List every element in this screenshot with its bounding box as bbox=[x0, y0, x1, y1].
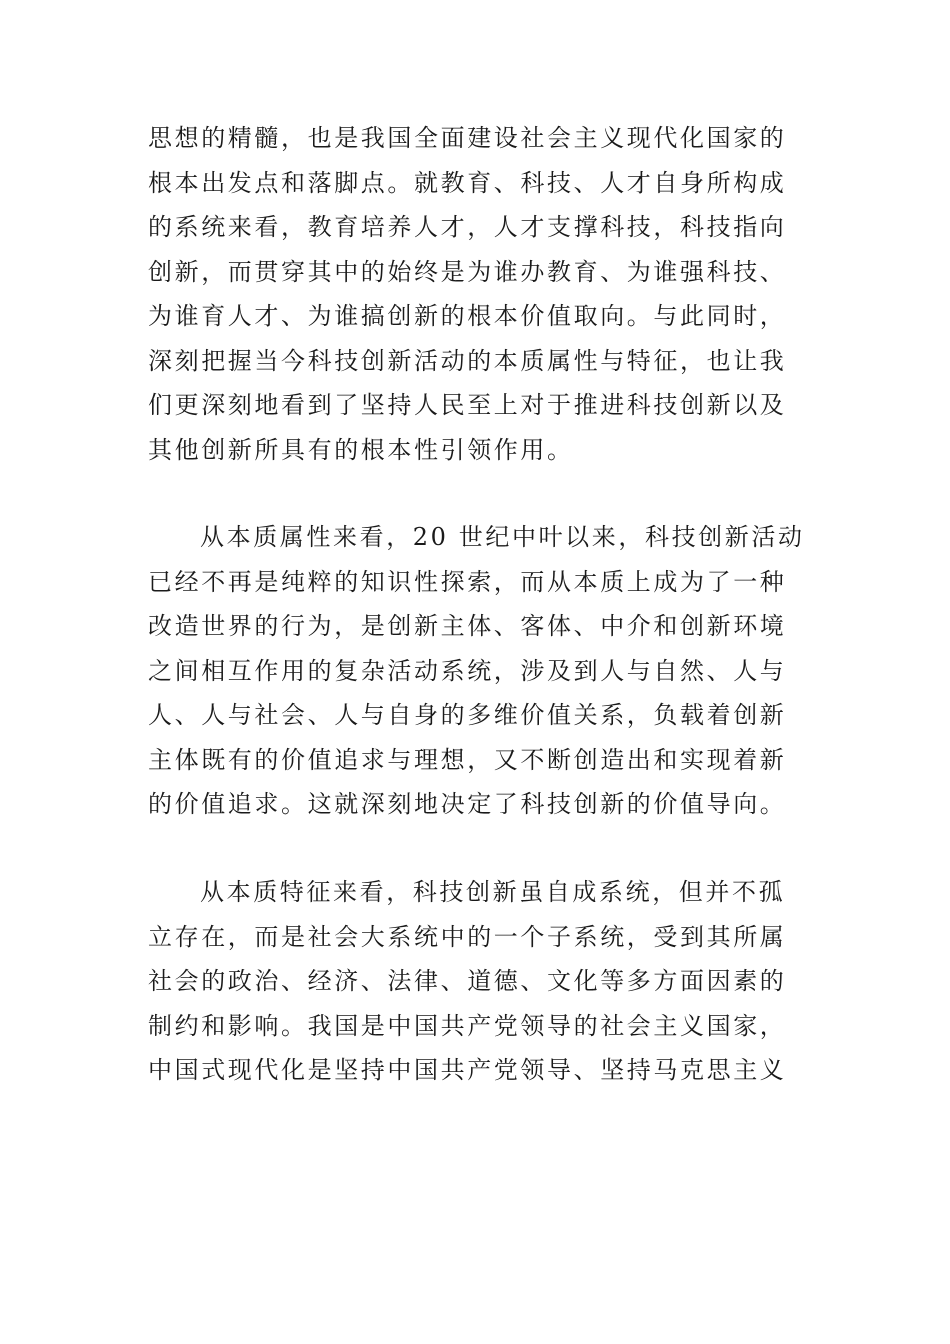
text-line: 制约和影响。我国是中国共产党领导的社会主义国家， bbox=[148, 1011, 787, 1040]
text-line: 为谁育人才、为谁搞创新的根本价值取向。与此同时， bbox=[148, 302, 787, 330]
paragraph-3 bbox=[148, 870, 813, 1093]
text-line: 改造世界的行为，是创新主体、客体、中介和创新环境 bbox=[148, 612, 787, 640]
text-line: 们更深刻地看到了坚持人民至上对于推进科技创新以及 bbox=[148, 391, 787, 419]
text-line: 深刻把握当今科技创新活动的本质属性与特征，也让我 bbox=[148, 346, 787, 375]
paragraph-1 bbox=[148, 116, 813, 472]
text-line: 创新，而贯穿其中的始终是为谁办教育、为谁强科技、 bbox=[148, 257, 787, 286]
text-line: 思想的精髓，也是我国全面建设社会主义现代化国家的 bbox=[148, 124, 787, 152]
text-line: 已经不再是纯粹的知识性探索，而从本质上成为了一种 bbox=[148, 567, 787, 596]
text-line: 社会的政治、经济、法律、道德、文化等多方面因素的 bbox=[148, 967, 787, 995]
text-line: 主体既有的价值追求与理想，又不断创造出和实现着新 bbox=[148, 745, 787, 774]
text-line: 之间相互作用的复杂活动系统，涉及到人与自然、人与 bbox=[148, 656, 787, 685]
text-line: 人、人与社会、人与自身的多维价值关系，负载着创新 bbox=[148, 701, 787, 729]
text-line-indented: 从本质属性来看，20 世纪中叶以来，科技创新活动 bbox=[200, 523, 805, 551]
text-line-indented: 从本质特征来看，科技创新虽自成系统，但并不孤 bbox=[200, 878, 786, 906]
text-line: 其他创新所具有的根本性引领作用。 bbox=[148, 435, 574, 464]
text-line: 立存在，而是社会大系统中的一个子系统，受到其所属 bbox=[148, 922, 787, 951]
paragraph-2 bbox=[148, 515, 813, 827]
text-line: 的系统来看，教育培养人才，人才支撑科技，科技指向 bbox=[148, 213, 787, 241]
text-line: 的价值追求。这就深刻地决定了科技创新的价值导向。 bbox=[148, 790, 787, 818]
text-line: 根本出发点和落脚点。就教育、科技、人才自身所构成 bbox=[148, 168, 787, 197]
text-line: 中国式现代化是坚持中国共产党领导、坚持马克思主义 bbox=[148, 1056, 787, 1084]
